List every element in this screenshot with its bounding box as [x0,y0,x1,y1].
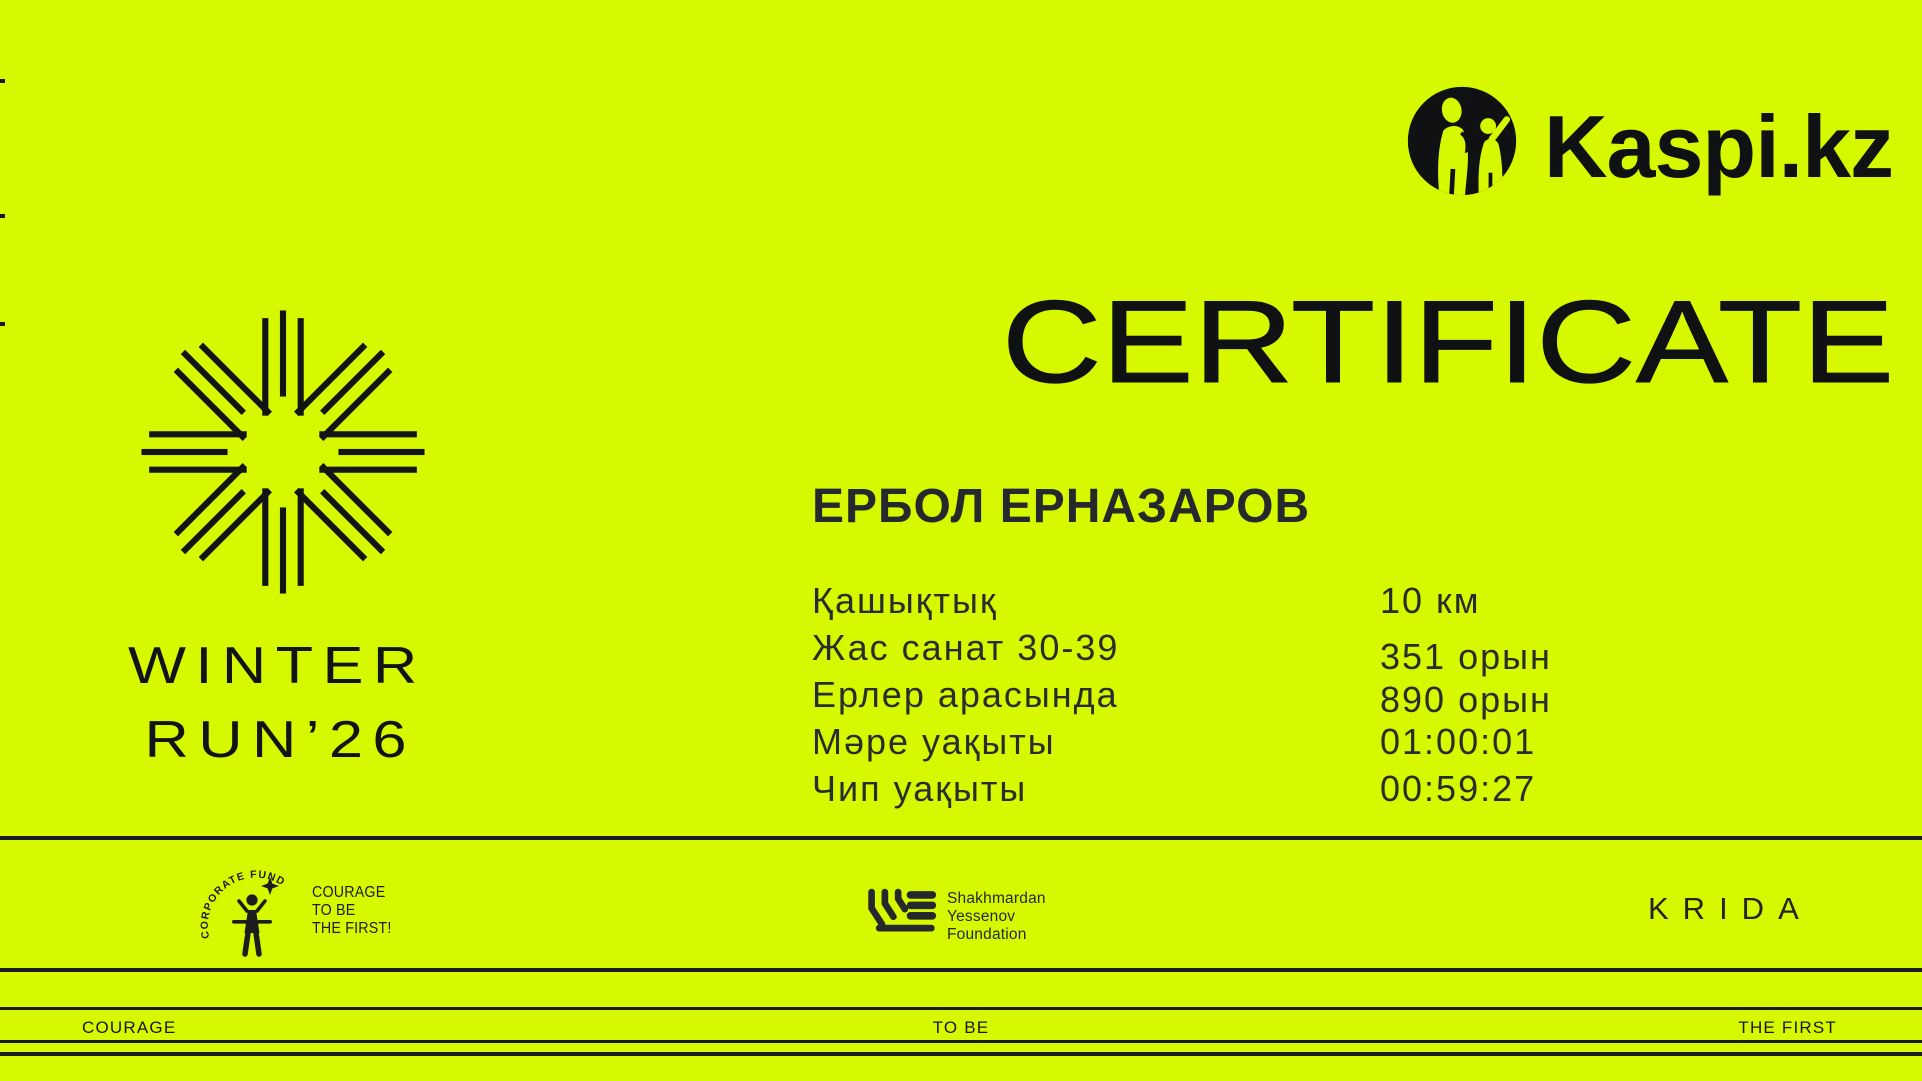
bottom-word-the-first: THE FIRST [1738,1018,1837,1037]
yessenov-line: Foundation [947,926,1027,943]
yessenov-foundation-text [947,890,1046,944]
slogan-line: THE FIRST! [312,920,392,937]
result-label: Жас санат 30-39 [812,627,1120,668]
participant-name: ЕРБОЛ ЕРНАЗАРОВ [812,480,1311,533]
result-value: 10 км [1380,580,1481,621]
event-title [128,629,427,777]
divider [0,836,1922,840]
corporate-fund-arc-text: CORPORATE FUND [198,868,288,940]
she-monogram-icon [864,888,938,941]
result-label: Мәре уақыты [812,721,1056,762]
corporate-fund-slogan [312,884,391,938]
finish-line-runner-icon [198,860,302,969]
divider [0,1052,1922,1056]
kaspi-people-in-circle-icon [1406,85,1518,197]
result-value: 00:59:27 [1380,768,1537,809]
event-title-line1: WINTER [128,637,427,695]
krida-logo: KRIDA [1648,891,1813,926]
yessenov-line: Shakhmardan [947,890,1046,907]
corporate-fund-logo [198,860,398,969]
result-value: 890 орын [1380,679,1552,720]
table-row [812,671,1612,718]
yessenov-line: Yessenov [947,908,1016,925]
result-label: Ерлер арасында [812,674,1119,715]
edge-tick-icon [0,214,5,218]
result-label: Қашықтық [812,580,998,621]
edge-tick-icon [0,79,5,83]
certificate-title: CERTIFICATE [1001,276,1894,407]
table-row [812,718,1612,765]
result-value: 351 орын [1380,636,1552,677]
snowflake-star-icon [130,299,436,610]
table-row [812,765,1612,812]
table-row [812,577,1612,624]
result-value: 01:00:01 [1380,721,1537,762]
slogan-line: TO BE [312,902,356,919]
bottom-word-courage: COURAGE [82,1018,177,1037]
divider [0,1007,1922,1010]
kaspi-wordmark: Kaspi.kz [1544,97,1894,196]
kaspi-logo [1406,85,1893,197]
table-row [812,624,1612,677]
yessenov-foundation-logo [864,888,1046,944]
bottom-word-to-be: TO BE [932,1018,990,1037]
result-label: Чип уақыты [812,768,1028,809]
slogan-line: COURAGE [312,884,386,901]
event-title-line2: RUN’26 [144,711,416,769]
results-table [812,577,1612,812]
divider [0,1040,1922,1043]
edge-tick-icon [0,322,5,326]
